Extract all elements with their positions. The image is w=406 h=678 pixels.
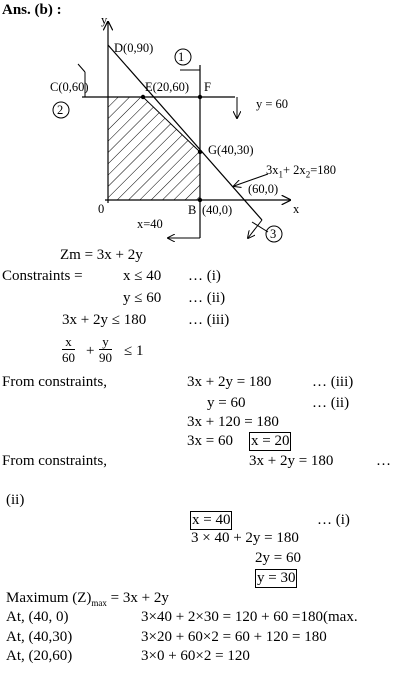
equation-7: 3 × 40 + 2y = 180	[191, 530, 299, 546]
point-d-label: D(0,90)	[114, 41, 154, 55]
line-x40-label: x=40	[137, 217, 163, 231]
x-axis-label: x	[293, 202, 300, 216]
equation-5: 3x + 2y = 180	[249, 453, 334, 469]
constraint-3: 3x + 2y ≤ 180	[62, 312, 147, 328]
fraction-x-over-60: x 60	[62, 334, 75, 365]
equation-1: 3x + 2y = 180	[187, 374, 272, 390]
shaded-feasible-region	[108, 97, 200, 200]
constraint-2: y ≤ 60	[123, 290, 162, 306]
equation-8: 2y = 60	[255, 550, 301, 566]
maximum-z: Maximum $(Z)_{max} = 3x + 2y$	[6, 590, 169, 608]
value-point-2: 3×20 + 60×2 = 60 + 120 = 180	[141, 629, 327, 645]
y-axis-label: y	[101, 13, 108, 27]
point-g-dot	[198, 150, 202, 154]
leq-one: ≤ 1	[124, 343, 144, 359]
result-y-30: y = 30	[257, 570, 296, 586]
point-g-label: G(40,30)	[208, 143, 254, 157]
result-x-20: x = 20	[251, 433, 290, 449]
point-b-label: B	[188, 203, 197, 217]
point-e-label: E(20,60)	[145, 80, 190, 94]
answer-heading: Ans. (b) :	[2, 2, 62, 18]
constraint-1-tag: … (i)	[188, 268, 221, 284]
constraint-2-tag: … (ii)	[188, 290, 226, 306]
at-point-3: At, (20,60)	[6, 648, 73, 664]
point-60-0-label: (60,0)	[248, 182, 279, 196]
equation-6-tag: … (i)	[317, 512, 350, 528]
constraint-3-tag: … (iii)	[188, 312, 230, 328]
equation-3: 3x + 120 = 180	[187, 414, 279, 430]
at-point-1: At, (40, 0)	[6, 609, 69, 625]
equation-2-tag: … (ii)	[312, 395, 350, 411]
circle-3-label: 3	[270, 227, 277, 241]
value-point-3: 3×0 + 60×2 = 120	[141, 648, 250, 664]
point-c-label: C(0,60)	[50, 80, 89, 94]
point-b-coord-label: (40,0)	[202, 203, 233, 217]
point-f-dot	[198, 95, 202, 99]
objective-function: Zm = 3x + 2y	[60, 247, 143, 263]
constraints-label: Constraints =	[2, 268, 83, 284]
circle-1-label: 1	[178, 50, 185, 64]
label-ii: (ii)	[6, 492, 25, 508]
equation-5-dots: …	[376, 453, 391, 469]
point-b-dot	[198, 198, 202, 202]
origin-label: 0	[98, 202, 105, 216]
fraction-y-over-90: y 90	[99, 334, 112, 365]
line-3x-arrow	[248, 220, 262, 238]
circle-2-label: 2	[57, 103, 64, 117]
from-constraints-1: From constraints,	[2, 374, 107, 390]
point-f-label: F	[204, 80, 211, 94]
result-x-40: x = 40	[192, 512, 231, 528]
y60-arrow-left-head	[78, 64, 85, 72]
value-point-1: 3×40 + 2×30 = 120 + 60 =180(max.	[141, 609, 358, 625]
line-y60-label: y = 60	[256, 97, 289, 111]
at-point-2: At, (40,30)	[6, 629, 73, 645]
line-3x2y-label: $3x_1+ 2x_2=180$	[266, 163, 336, 180]
equation-1-tag: … (iii)	[312, 374, 354, 390]
plus-sign: +	[86, 343, 95, 359]
equation-4: 3x = 60	[187, 433, 233, 449]
point-e-dot	[141, 95, 145, 99]
from-constraints-2: From constraints,	[2, 453, 107, 469]
constraint-1: x ≤ 40	[123, 268, 162, 284]
equation-2: y = 60	[207, 395, 246, 411]
